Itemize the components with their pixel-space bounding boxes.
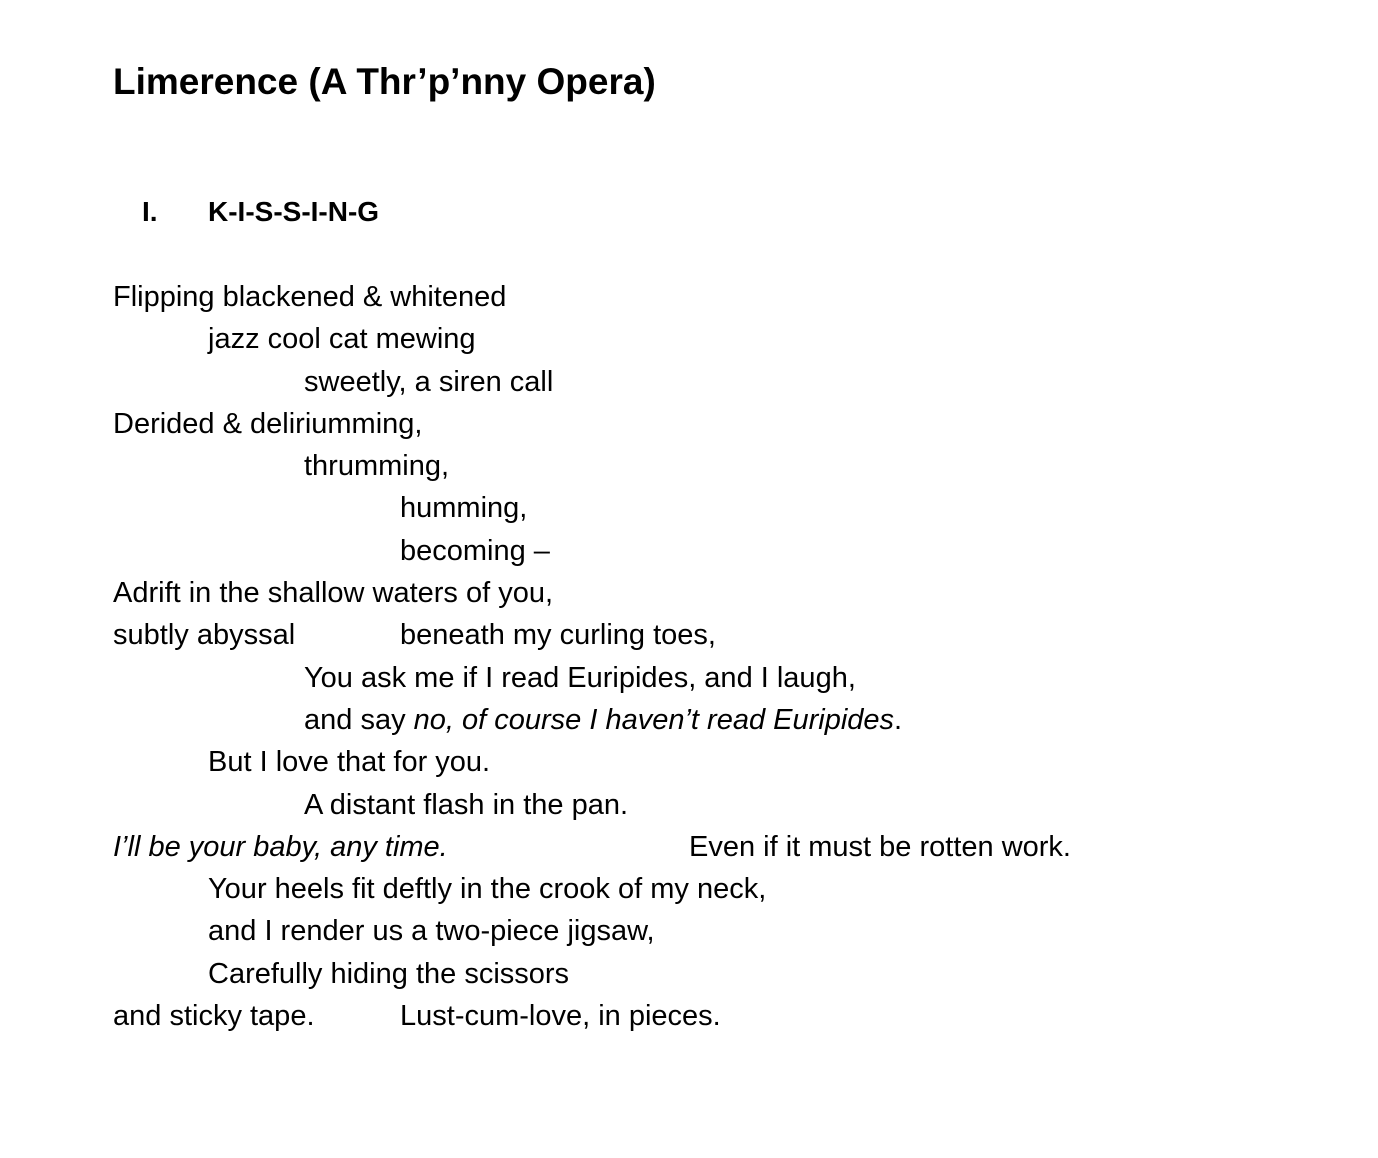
line-text: Lust-cum-love, in pieces. bbox=[400, 1000, 721, 1033]
line-text-punctuation: . bbox=[894, 703, 903, 736]
line-text: Adrift in the shallow waters of you, bbox=[113, 577, 554, 610]
line-text: beneath my curling toes, bbox=[400, 619, 716, 652]
section-title: K-I-S-S-I-N-G bbox=[208, 196, 380, 227]
line-text: thrumming, bbox=[304, 450, 450, 483]
poem-line bbox=[0, 487, 1378, 529]
poem-line bbox=[0, 741, 1378, 783]
poem-line bbox=[0, 826, 1378, 868]
line-text: and sticky tape. bbox=[113, 1000, 315, 1033]
poem-line bbox=[0, 530, 1378, 572]
line-text: humming, bbox=[400, 492, 528, 525]
poem-line bbox=[0, 699, 1378, 741]
poem-line bbox=[0, 995, 1378, 1037]
poem-line bbox=[0, 868, 1378, 910]
poem-line bbox=[0, 318, 1378, 360]
line-text-italic: no, of course I haven’t read Euripides bbox=[413, 703, 895, 736]
line-text: Carefully hiding the scissors bbox=[208, 957, 570, 990]
line-text-italic: I’ll be your baby, any time. bbox=[113, 830, 448, 863]
line-text: Derided & deliriumming, bbox=[113, 407, 423, 440]
line-text: But I love that for you. bbox=[208, 746, 491, 779]
line-text: jazz cool cat mewing bbox=[208, 323, 476, 356]
line-text: sweetly, a siren call bbox=[304, 365, 554, 398]
poem-line bbox=[0, 445, 1378, 487]
poem-line bbox=[0, 657, 1378, 699]
poem-line bbox=[0, 614, 1378, 656]
poem-line bbox=[0, 276, 1378, 318]
line-text: A distant flash in the pan. bbox=[304, 788, 629, 821]
line-text: and I render us a two-piece jigsaw, bbox=[208, 915, 655, 948]
line-text: You ask me if I read Euripides, and I laugh, bbox=[304, 661, 856, 694]
line-text: Flipping blackened & whitened bbox=[113, 281, 507, 313]
poem-line bbox=[0, 784, 1378, 826]
line-text: subtly abyssal bbox=[113, 619, 296, 652]
line-text: Your heels fit deftly in the crook of my neck, bbox=[208, 873, 767, 906]
line-text: becoming – bbox=[400, 534, 550, 567]
poem-line bbox=[0, 361, 1378, 403]
poem-line bbox=[0, 953, 1378, 995]
line-text: Even if it must be rotten work. bbox=[689, 830, 1071, 863]
poem-line bbox=[0, 403, 1378, 445]
poem-line bbox=[0, 572, 1378, 614]
poem-title: Limerence (A Thr’p’nny Opera) bbox=[113, 61, 656, 102]
line-text-plain: and say bbox=[304, 703, 414, 736]
poem-body bbox=[0, 276, 1378, 1037]
line-text bbox=[304, 699, 902, 741]
poem-line bbox=[0, 910, 1378, 952]
section-number: I. bbox=[142, 196, 158, 227]
